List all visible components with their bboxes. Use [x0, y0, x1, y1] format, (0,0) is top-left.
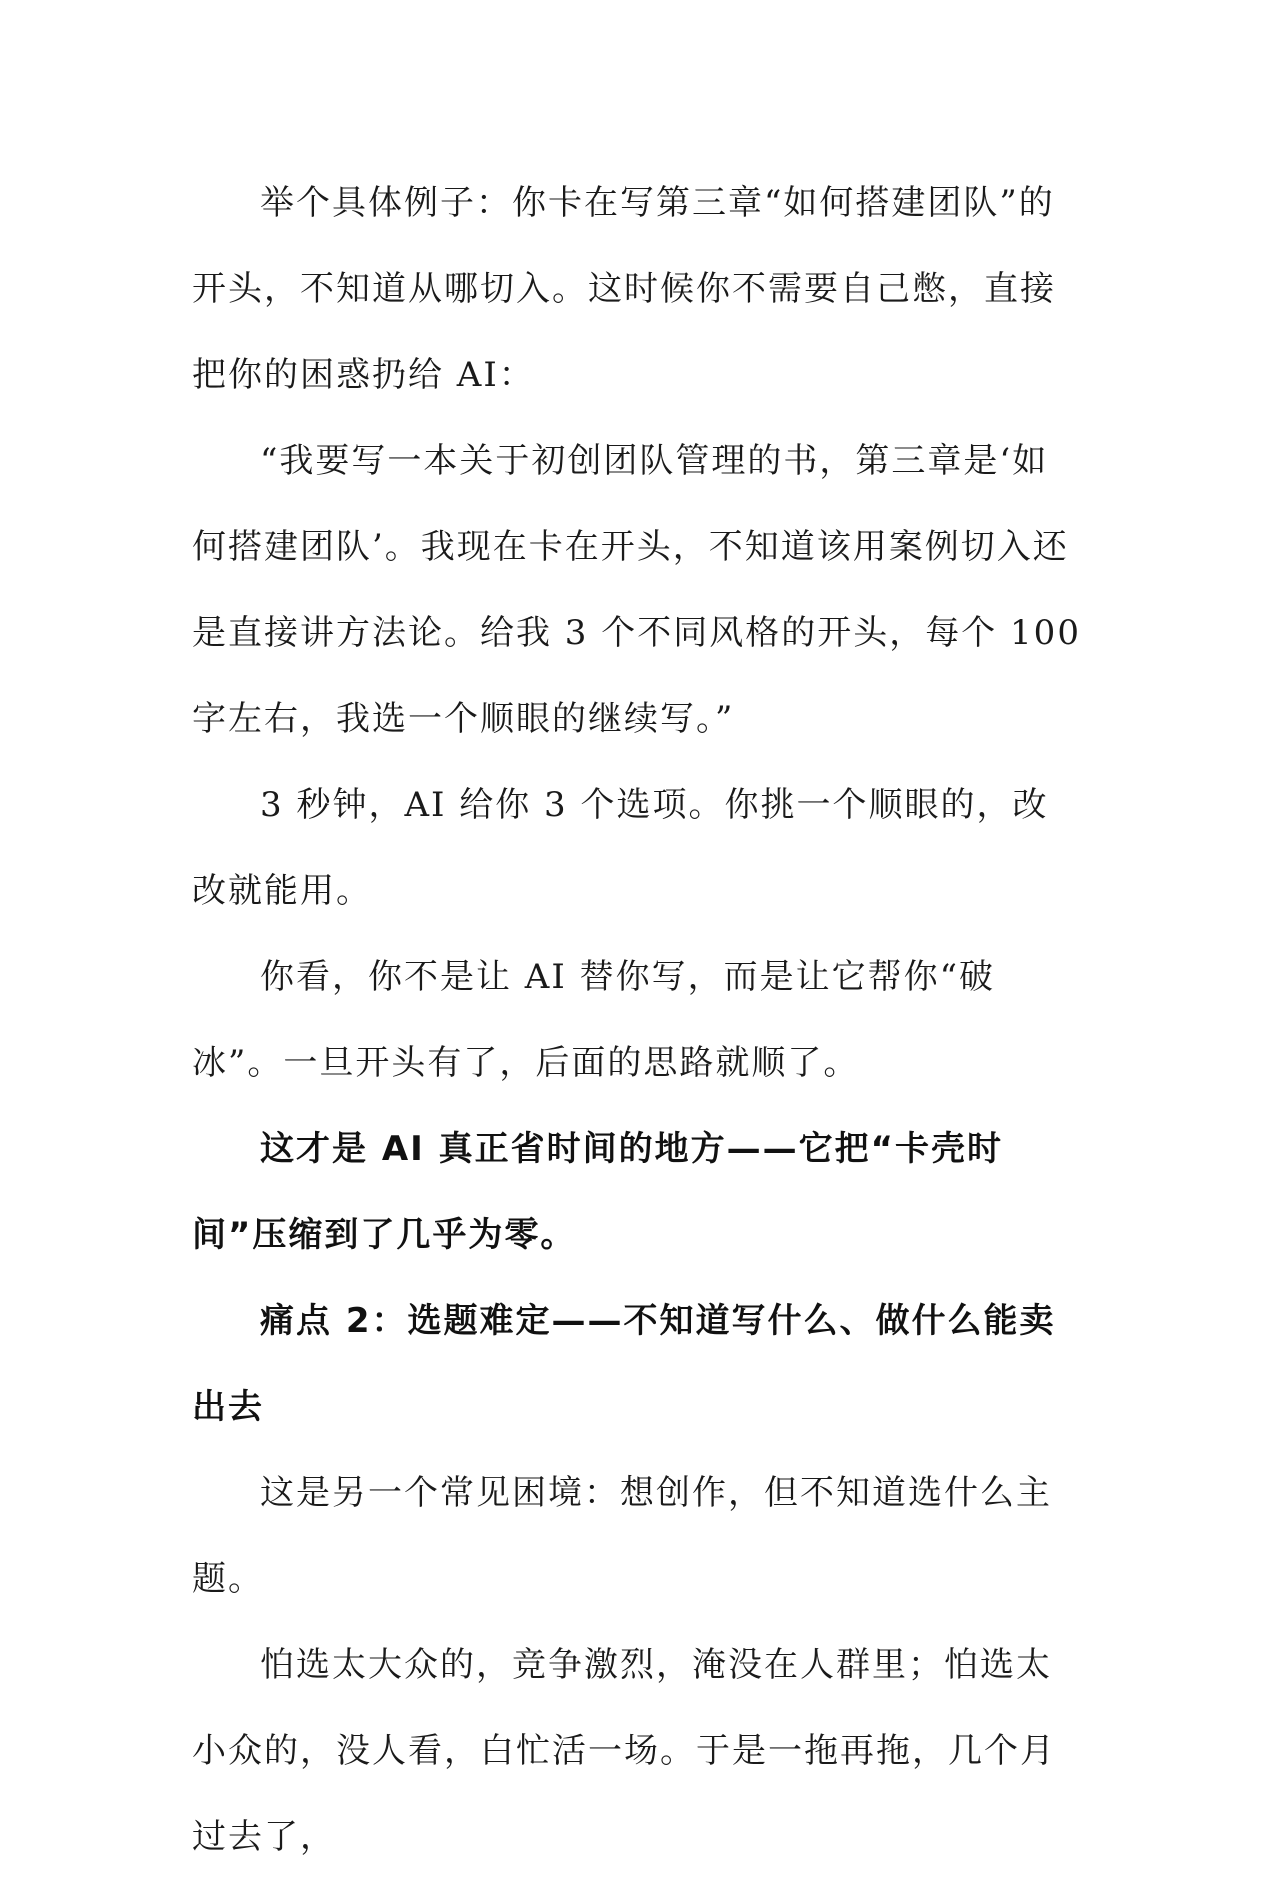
paragraph-icebreak: 你看，你不是让 AI 替你写，而是让它帮你“破冰”。一旦开头有了，后面的思路就顺了。	[192, 957, 995, 1083]
paragraph-prompt-quote: “我要写一本关于初创团队管理的书，第三章是‘如何搭建团队’。我现在卡在开头，不知道该用案例切入还是直接讲方法论。给我 3 个不同风格的开头，每个 100 字左右，我选一个顺眼的继续写。”	[192, 441, 1081, 739]
paragraph-ai-options: 3 秒钟，AI 给你 3 个选项。你挑一个顺眼的，改改就能用。	[192, 785, 1049, 911]
paragraph-topic-fear: 怕选太大众的，竞争激烈，淹没在人群里；怕选太小众的，没人看，白忙活一场。于是一拖再拖，几个月过去了，	[192, 1645, 1056, 1857]
paragraph-topic-dilemma: 这是另一个常见困境：想创作，但不知道选什么主题。	[192, 1473, 1052, 1599]
document-body	[192, 160, 1082, 1880]
paragraph-example-intro: 举个具体例子：你卡在写第三章“如何搭建团队”的开头，不知道从哪切入。这时候你不需要自己憋，直接把你的困惑扔给 AI：	[192, 183, 1056, 395]
section-heading-pain-point-2: 痛点 2：选题难定——不知道写什么、做什么能卖出去	[192, 1301, 1056, 1427]
paragraph-key-point: 这才是 AI 真正省时间的地方——它把“卡壳时间”压缩到了几乎为零。	[192, 1129, 1003, 1255]
